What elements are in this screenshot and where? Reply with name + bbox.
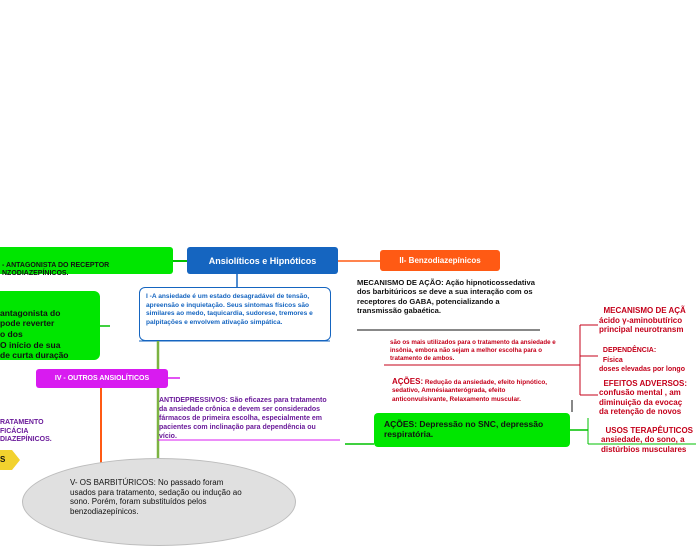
right-adverse-label: EFEITOS ADVERSOS: confusão mental , am diminuição da evocaç da retenção de novos <box>599 378 688 417</box>
right-dependence-body: Física doses elevadas por longo <box>599 356 685 374</box>
benzo-mechanism-text <box>357 278 542 316</box>
topic-four-node[interactable] <box>36 369 168 388</box>
benzo-usage-text <box>390 339 565 363</box>
barbiturates-label: V- OS BARBITÚRICOS: No passado foram usados para tratamento, sedação ou indução ao sono. Porém, foram substituídos pelos benzodiazepínicos. <box>70 478 242 516</box>
barbiturates-text <box>70 478 248 516</box>
benzo-label: II- Benzodiazepínicos <box>399 256 481 265</box>
right-dependence-title: DEPENDÊNCIA: <box>602 347 657 355</box>
antidepressants-label: ANTIDEPRESSIVOS: São eficazes para tratamento da ansiedade crônica e devem ser considerados fármacos de primeira escolha, especialmente em pacientes com inclinação para dependência ou vício. <box>159 397 327 441</box>
left-yellow-text: S <box>0 455 6 464</box>
benzo-actions-text <box>392 377 554 404</box>
left-antagonist-detail-node[interactable] <box>0 291 100 360</box>
right-mechanism-text <box>599 296 686 335</box>
right-adverse-text <box>599 369 687 417</box>
benzo-mechanism-label: MECANISMO DE AÇÃO: Ação hipnoticossedativa dos barbitúricos se deve a sua interação com os receptores do GABA, potencializando a transmissão gabaética. <box>357 278 535 316</box>
central-topic-label: Ansiolíticos e Hipnóticos <box>208 255 317 266</box>
benzo-usage-label: são os mais utilizados para o tratamento da ansiedade e insônia, embora não sejam a melhor escolha para o tratamento de ambos. <box>390 339 556 363</box>
topic-four-label: IV - OUTROS ANSIOLÍTICOS <box>54 375 150 382</box>
benzo-actions-title: AÇÕES: <box>392 377 424 386</box>
right-mechanism-label: MECANISMO DE AÇÃ ácido γ-aminobutírico principal neurotransm <box>599 305 686 335</box>
left-yellow-label <box>0 455 5 465</box>
topic-one-box[interactable] <box>139 287 331 341</box>
left-antagonist-detail-label: antagonista do pode reverter o dos O início de sua de curta duração <box>0 307 69 361</box>
right-therapeutic-label: USOS TERAPÊUTICOS ansiedade, do sono, a distúrbios musculares <box>601 425 694 454</box>
benzo-effects-label: AÇÕES: Depressão no SNC, depressão respiratória. <box>384 419 544 440</box>
left-treatment-label: RATAMENTO FICÁCIA DIAZEPÍNICOS. <box>0 418 52 444</box>
antidepressants-text <box>159 396 331 441</box>
central-topic[interactable] <box>187 247 338 274</box>
right-therapeutic-text <box>601 416 693 454</box>
benzo-effects-node[interactable] <box>374 413 570 447</box>
left-antagonist-label: - ANTAGONISTA DO RECEPTOR NZODIAZEPÍNICOS. <box>2 262 110 278</box>
left-treatment-text <box>0 410 52 445</box>
left-antagonist-node[interactable] <box>0 247 173 278</box>
topic-one-text: I -A ansiedade é um estado desagradável de tensão, apreensão e inquietação. Seus sintomas físicos são similares ao medo, taquicardia, sudorese, tremores e palpitações e envolvem ativação simpática. <box>146 293 313 326</box>
benzo-node[interactable] <box>380 250 500 271</box>
benzo-actions-body: Redução da ansiedade, efeito hipnótico, sedativo, Amnésiaanterógrada, efeito anticonvulsivante, Relaxamento muscular. <box>392 379 548 403</box>
